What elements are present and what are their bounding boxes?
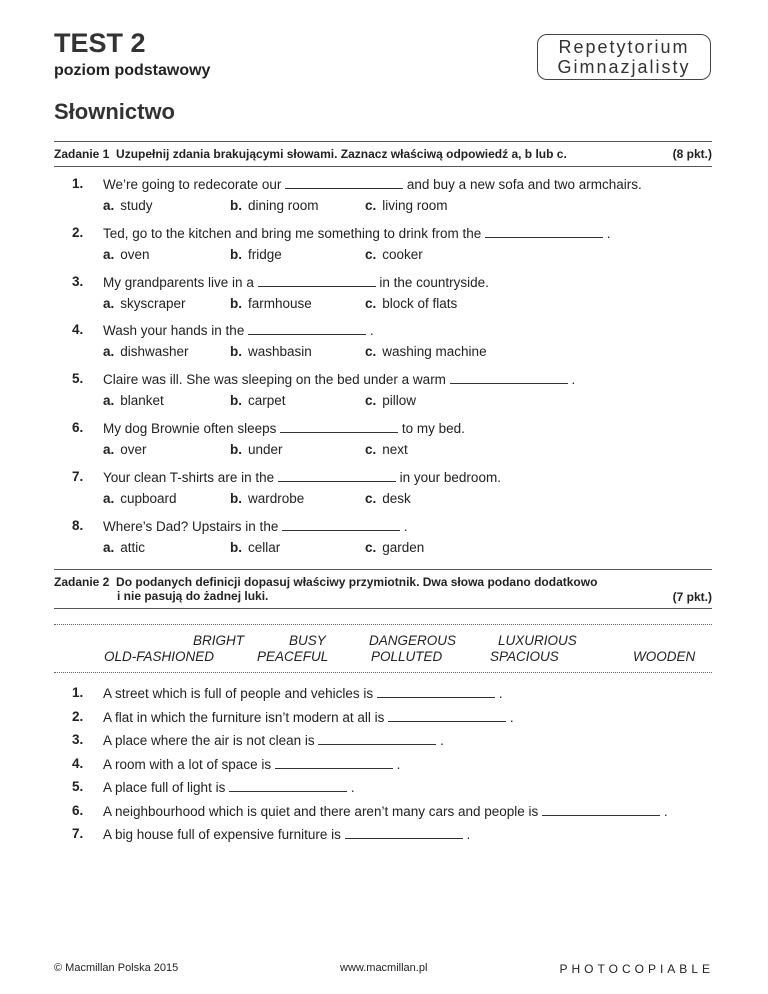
answer-blank[interactable]	[278, 469, 396, 482]
question-text	[103, 709, 514, 725]
question-text	[103, 518, 408, 534]
question-number: 6.	[72, 420, 84, 435]
word-old-fashioned: OLD-FASHIONED	[104, 649, 215, 664]
question-before: Your clean T-shirts are in the	[103, 469, 275, 485]
question-number: 2.	[72, 708, 84, 724]
option-b-text: dining room	[248, 198, 319, 213]
option-b-text: farmhouse	[248, 295, 312, 311]
question-after: .	[440, 733, 444, 748]
answer-blank[interactable]	[318, 732, 436, 745]
word-box-top	[54, 624, 712, 625]
question-number: 1.	[72, 685, 84, 700]
question-text	[103, 732, 444, 748]
answer-blank[interactable]	[282, 518, 400, 531]
option-b-letter: b.	[230, 344, 242, 360]
copyright: © Macmillan Polska 2015	[54, 962, 179, 974]
question-text	[103, 274, 489, 290]
website: www.macmillan.pl	[340, 962, 428, 974]
task1-instruction: Uzupełnij zdania brakującymi słowami. Zaznacz właściwą odpowiedź a, b lub c.	[116, 147, 567, 161]
option-b[interactable]	[230, 247, 282, 262]
option-c-letter: c.	[365, 393, 377, 409]
question-before: A place where the air is not clean is	[103, 733, 315, 748]
question-number: 2.	[72, 224, 84, 240]
logo-line-2: Gimnazjalisty	[557, 57, 691, 77]
task2-header	[54, 575, 597, 603]
option-b[interactable]	[230, 344, 312, 359]
task1-label: Zadanie 1	[54, 147, 110, 161]
option-a[interactable]	[103, 344, 189, 359]
question-number: 4.	[72, 755, 84, 771]
word-peaceful: PEACEFUL	[257, 649, 329, 664]
answer-blank[interactable]	[485, 225, 603, 238]
option-c[interactable]	[365, 198, 448, 213]
question-text	[103, 225, 611, 241]
option-c-letter: c.	[365, 490, 377, 506]
question-text	[103, 322, 374, 338]
option-a-text: cupboard	[120, 490, 177, 506]
task2-label: Zadanie 2	[54, 575, 110, 589]
answer-blank[interactable]	[388, 709, 506, 722]
question-text	[103, 371, 575, 387]
question-before: A place full of light is	[103, 780, 226, 795]
option-b[interactable]	[230, 491, 304, 506]
option-a[interactable]	[103, 247, 150, 262]
word-polluted: POLLUTED	[371, 649, 443, 664]
question-before: A room with a lot of space is	[103, 756, 272, 772]
question-text	[103, 420, 465, 436]
option-a-text: skyscraper	[120, 295, 186, 311]
task2-instruction-1: Do podanych definicji dopasuj właściwy przymiotnik. Dwa słowa podano dodatkowo	[116, 575, 598, 589]
word-spacious: SPACIOUS	[490, 649, 559, 664]
question-before: A neighbourhood which is quiet and there aren’t many cars and people is	[103, 803, 539, 819]
option-b-letter: b.	[230, 295, 242, 311]
answer-blank[interactable]	[258, 274, 376, 287]
question-after: .	[663, 803, 668, 819]
answer-blank[interactable]	[229, 779, 347, 792]
option-b-text: wardrobe	[248, 490, 305, 506]
option-b[interactable]	[230, 540, 280, 555]
question-after: .	[606, 225, 611, 241]
question-before: My grandparents live in a	[103, 274, 254, 290]
option-a-letter: a.	[103, 198, 115, 213]
question-number: 7.	[72, 468, 84, 484]
option-c-text: garden	[382, 539, 425, 555]
option-b[interactable]	[230, 296, 312, 311]
option-a-text: attic	[120, 539, 146, 555]
logo-line-1: Repetytorium	[558, 37, 690, 57]
option-b-letter: b.	[230, 198, 242, 213]
test-title: TEST 2	[54, 28, 146, 58]
option-c-letter: c.	[365, 246, 377, 262]
section-title: Słownictwo	[54, 99, 175, 124]
word-wooden: WOODEN	[633, 649, 696, 664]
question-before: A flat in which the furniture isn’t modern at all is	[103, 709, 385, 725]
option-c-text: block of flats	[382, 295, 458, 311]
option-a-letter: a.	[103, 344, 115, 360]
option-c[interactable]	[365, 247, 423, 262]
divider	[54, 166, 712, 167]
question-text	[103, 756, 400, 772]
option-c-text: washing machine	[382, 344, 487, 360]
answer-blank[interactable]	[285, 176, 403, 189]
option-b-letter: b.	[230, 442, 242, 457]
question-text	[103, 469, 501, 485]
answer-blank[interactable]	[542, 803, 660, 816]
option-c-text: cooker	[382, 246, 423, 262]
option-c[interactable]	[365, 296, 457, 311]
question-number: 4.	[72, 322, 84, 338]
divider	[54, 569, 712, 570]
question-before: We’re going to redecorate our	[103, 177, 282, 192]
option-c[interactable]	[365, 393, 416, 408]
question-after: in the countryside.	[379, 274, 489, 290]
photocopiable: PHOTOCOPIABLE	[559, 962, 714, 976]
option-a-letter: a.	[103, 539, 115, 555]
answer-blank[interactable]	[280, 420, 398, 433]
divider	[54, 608, 712, 609]
option-b[interactable]	[230, 198, 319, 213]
question-number: 5.	[72, 371, 84, 387]
option-c-text: pillow	[382, 393, 417, 409]
question-text	[103, 826, 470, 842]
option-a[interactable]	[103, 393, 164, 408]
option-a-text: oven	[120, 246, 150, 262]
option-c-letter: c.	[365, 344, 377, 360]
option-b-letter: b.	[230, 539, 242, 555]
task2-instruction-2: i nie pasują do żadnej luki.	[117, 589, 269, 603]
question-after: .	[571, 372, 576, 388]
word-luxurious: LUXURIOUS	[498, 633, 577, 648]
option-c-letter: c.	[365, 539, 377, 555]
question-after: .	[509, 709, 514, 725]
answer-blank[interactable]	[345, 826, 463, 839]
question-after: and buy a new sofa and two armchairs.	[406, 177, 642, 192]
question-before: My dog Brownie often sleeps	[103, 421, 277, 436]
question-before: Where’s Dad? Upstairs in the	[103, 518, 279, 534]
question-number: 8.	[72, 517, 84, 533]
option-c-text: desk	[382, 490, 411, 506]
answer-blank[interactable]	[450, 371, 568, 384]
option-c[interactable]	[365, 344, 487, 359]
question-number: 1.	[72, 176, 84, 191]
answer-blank[interactable]	[377, 685, 495, 698]
question-before: A street which is full of people and vehicles is	[103, 686, 374, 701]
option-b-letter: b.	[230, 393, 242, 409]
option-a[interactable]	[103, 540, 145, 555]
option-b-text: fridge	[248, 246, 282, 262]
word-busy: BUSY	[289, 633, 326, 648]
option-c[interactable]	[365, 442, 408, 457]
question-after: .	[369, 323, 374, 339]
option-b-text: under	[248, 442, 283, 457]
question-after: to my bed.	[401, 421, 465, 436]
option-a-text: blanket	[120, 393, 164, 409]
question-number: 6.	[72, 802, 84, 818]
question-after: in your bedroom.	[399, 469, 501, 485]
option-a-text: dishwasher	[120, 344, 189, 360]
question-before: Wash your hands in the	[103, 323, 245, 339]
question-after: .	[350, 780, 355, 795]
divider	[54, 141, 712, 142]
option-b-text: washbasin	[248, 344, 312, 360]
option-a-letter: a.	[103, 246, 115, 262]
word-bright: BRIGHT	[193, 633, 245, 648]
option-a[interactable]	[103, 442, 147, 457]
option-b[interactable]	[230, 442, 283, 457]
question-after: .	[466, 827, 471, 842]
task1-points: (8 pkt.)	[672, 147, 712, 161]
answer-blank[interactable]	[275, 756, 393, 769]
option-b-text: cellar	[248, 539, 281, 555]
option-a-text: study	[120, 198, 153, 213]
option-a[interactable]	[103, 491, 177, 506]
question-number: 5.	[72, 779, 84, 794]
word-box-bottom	[54, 672, 712, 673]
question-text	[103, 685, 502, 701]
option-a-letter: a.	[103, 490, 115, 506]
question-text	[103, 779, 355, 795]
option-c[interactable]	[365, 491, 411, 506]
option-c-text: living room	[382, 198, 448, 213]
option-a[interactable]	[103, 198, 153, 213]
option-a-letter: a.	[103, 295, 115, 311]
question-number: 3.	[72, 732, 84, 747]
question-text	[103, 176, 642, 192]
question-text	[103, 803, 668, 819]
option-b-letter: b.	[230, 246, 242, 262]
question-before: A big house full of expensive furniture is	[103, 827, 341, 842]
question-number: 7.	[72, 826, 84, 841]
option-c-letter: c.	[365, 442, 377, 457]
question-before: Claire was ill. She was sleeping on the bed under a warm	[103, 372, 446, 388]
level-subtitle: poziom podstawowy	[54, 62, 211, 79]
option-b-text: carpet	[248, 393, 286, 409]
option-c-text: next	[382, 442, 408, 457]
option-b-letter: b.	[230, 490, 242, 506]
word-dangerous: DANGEROUS	[369, 633, 457, 648]
option-b[interactable]	[230, 393, 286, 408]
option-c-letter: c.	[365, 198, 377, 213]
logo	[537, 34, 711, 80]
question-after: .	[403, 518, 408, 534]
question-after: .	[396, 756, 401, 772]
question-number: 3.	[72, 273, 84, 289]
task2-points: (7 pkt.)	[672, 590, 712, 604]
option-a[interactable]	[103, 296, 186, 311]
answer-blank[interactable]	[248, 322, 366, 335]
question-after: .	[498, 686, 503, 701]
option-a-letter: a.	[103, 393, 115, 409]
question-before: Ted, go to the kitchen and bring me something to drink from the	[103, 225, 482, 241]
option-a-text: over	[120, 442, 147, 457]
option-a-letter: a.	[103, 442, 115, 457]
option-c[interactable]	[365, 540, 424, 555]
task1-header	[54, 147, 567, 161]
option-c-letter: c.	[365, 295, 377, 311]
